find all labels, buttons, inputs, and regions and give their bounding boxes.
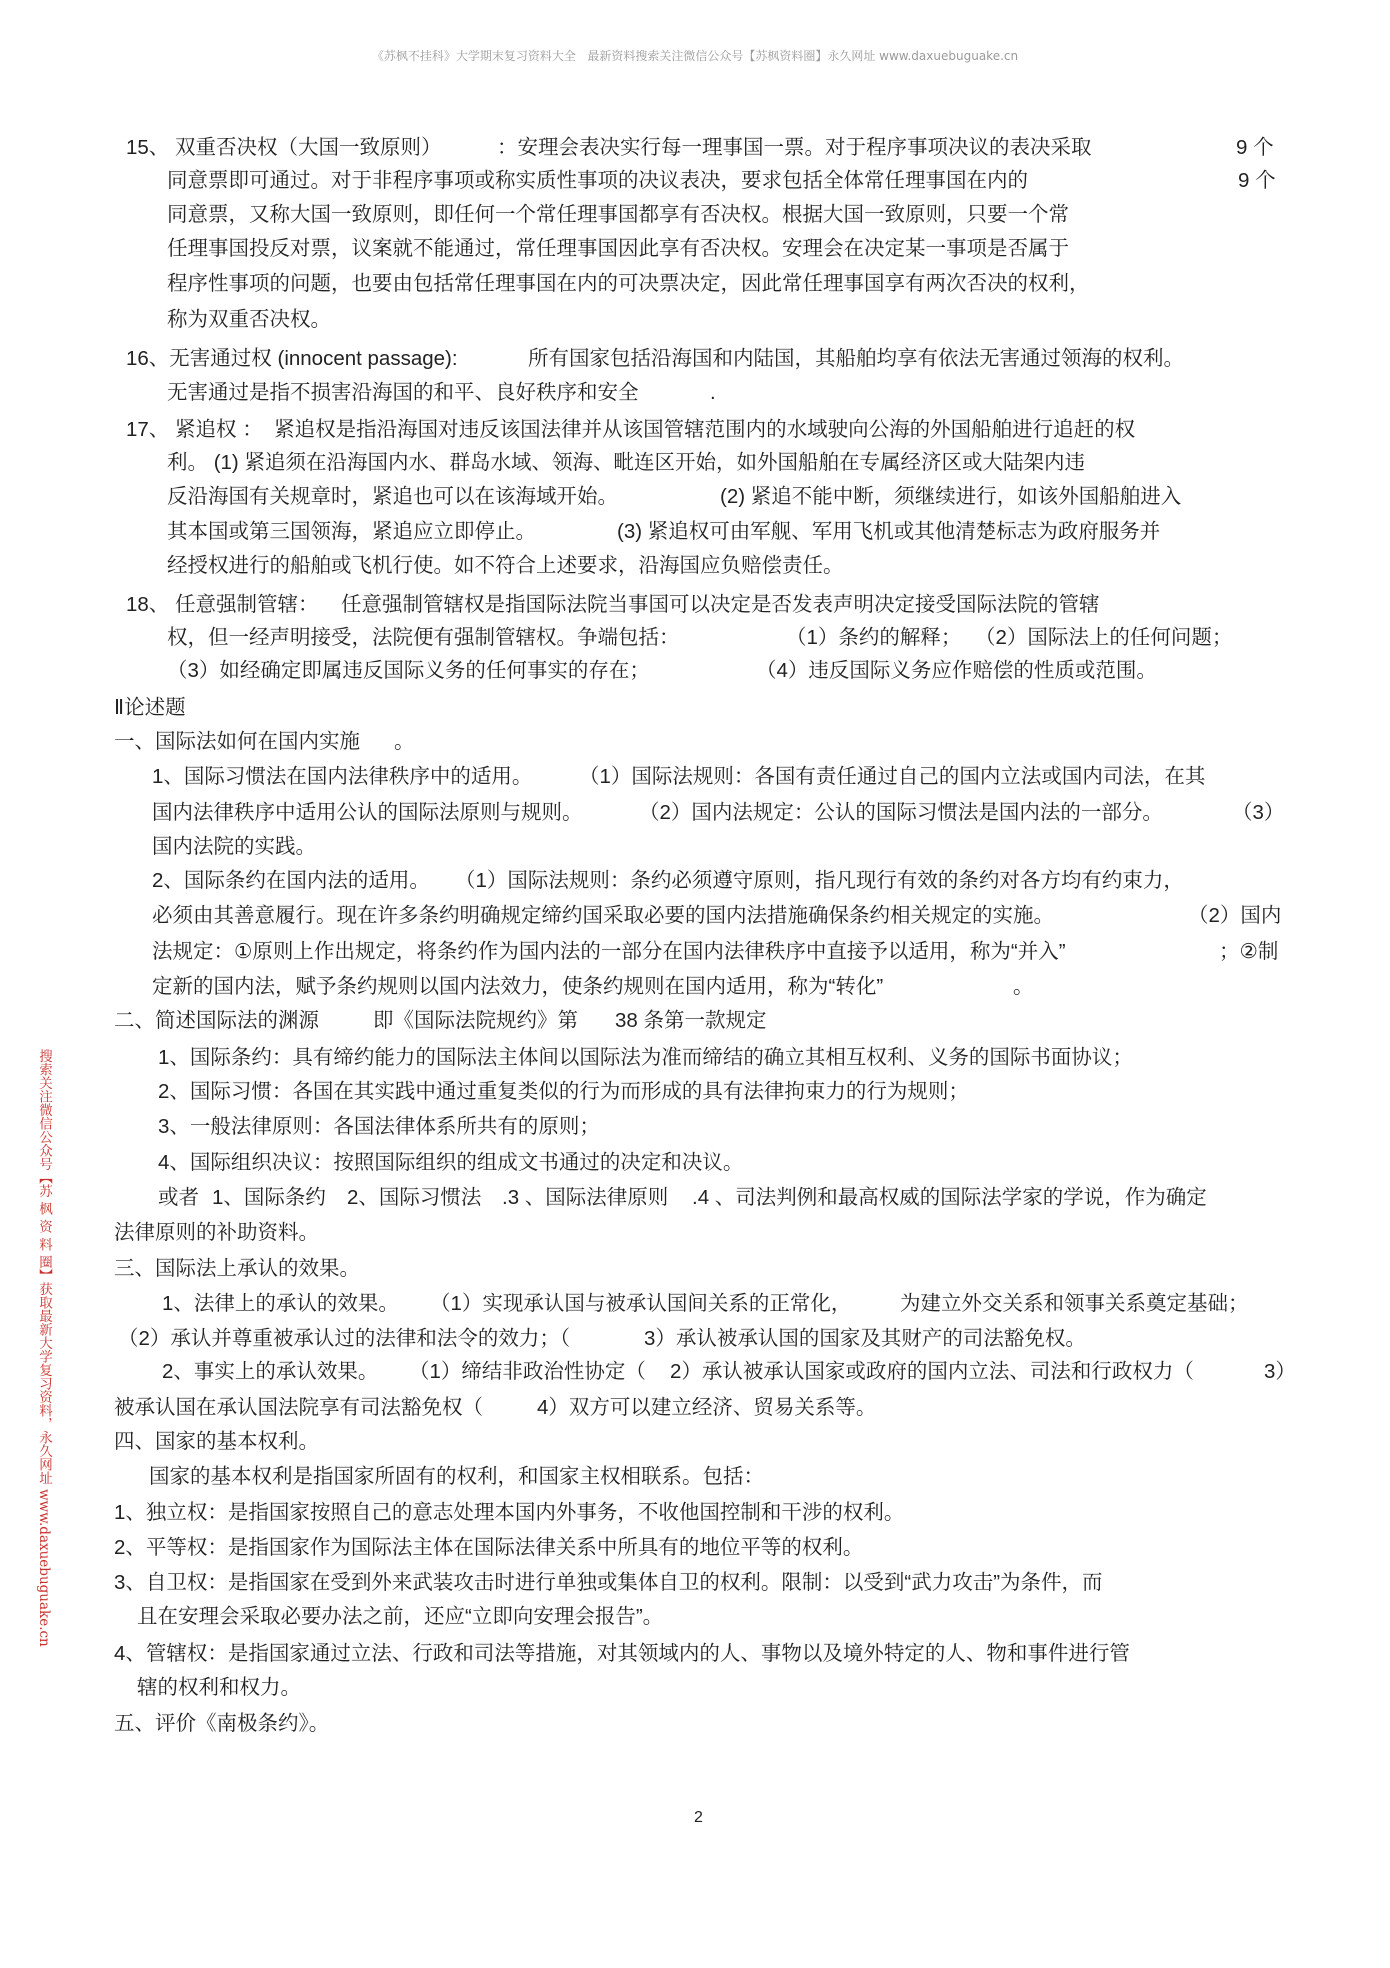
essay-4-text: 1、独立权：是指国家按照自己的意志处理本国内外事务，不收他国控制和干涉的权利。 [114,1501,905,1524]
essay-2-text: 38 条第一款规定 [615,1009,767,1032]
item-15-line [0,272,1390,296]
essay-4-line [0,1605,1390,1629]
item-17-text: 其本国或第三国领海，紧追应立即停止。 [167,520,536,543]
essay-5-heading: 五、评价《南极条约》。 [114,1712,330,1735]
essay-4-line [0,1501,1390,1525]
essay-1-line [0,765,1390,789]
item-15-text: 9 个 [1236,136,1274,159]
essay-2-heading: 二、简述国际法的渊源 [114,1009,319,1032]
item-18-text: （1）条约的解释； [786,626,962,649]
essay-1-text: 国内法院的实践。 [152,835,316,858]
essay-1-line [0,835,1390,859]
item-17-line [0,520,1390,544]
item-18-text: （3）如经确定即属违反国际义务的任何事实的存在； [167,659,650,682]
item-18-text: 任意强制管辖权是指国际法院当事国可以决定是否发表声明决定接受国际法院的管辖 [341,593,1100,616]
item-16-text: 无害通过是指不损害沿海国的和平、良好秩序和安全 [167,381,639,404]
essay-1-text: （2）国内法规定：公认的国际习惯法是国内法的一部分。 [639,801,1163,824]
essay-4-text: 2、平等权：是指国家作为国际法主体在国际法律关系中所具有的地位平等的权利。 [114,1536,864,1559]
essay-2-text: 法律原则的补助资料。 [114,1221,319,1244]
essay-3-text: （2）承认并尊重被承认过的法律和法令的效力；（ [118,1327,571,1350]
essay-2-line [0,1221,1390,1245]
essay-2-text: .4 、司法判例和最高权威的国际法学家的学说，作为确定 [692,1186,1207,1209]
essay-3-text: 3） [1264,1360,1296,1383]
essay-2-text: 或者 [158,1186,199,1209]
item-15-text: 同意票即可通过。对于非程序事项或称实质性事项的决议表决，要求包括全体常任理事国在内的 [167,169,1028,192]
essay-2-text: 1、国际条约：具有缔约能力的国际法主体间以国际法为准而缔结的确立其相互权利、义务的国际书面协议； [158,1046,1133,1069]
essay-3-text: 3）承认被承认国的国家及其财产的司法豁免权。 [644,1327,1086,1350]
item-17-text: 利。 (1) 紧追须在沿海国内水、群岛水域、领海、毗连区开始，如外国船舶在专属经济区或大陆架内违 [167,451,1085,474]
essay-2-text: 即《国际法院规约》第 [373,1009,578,1032]
essay-4-text: 3、自卫权：是指国家在受到外来武装攻击时进行单独或集体自卫的权利。限制：以受到“武力攻击”为条件，而 [114,1571,1103,1594]
header-watermark: 《苏枫不挂科》大学期末复习资料大全 最新资料搜索关注微信公众号【苏枫资料圈】永久网址 www.daxuebuguake.cn [371,49,1019,63]
essay-1-text: ；②制 [1219,940,1279,963]
essay-2-text: 2、国际习惯：各国在其实践中通过重复类似的行为而形成的具有法律拘束力的行为规则； [158,1080,969,1103]
item-17-title: 17、 紧追权 ： 紧追权是指沿海国对违反该国法律并从该国管辖范围内的水域驶向公海的外国船舶进行追赶的权 [126,418,1136,441]
item-16-text: . [710,381,716,404]
item-15-text: 同意票，又称大国一致原则，即任何一个常任理事国都享有否决权。根据大国一致原则，只要一个常 [167,203,1069,226]
essay-2-text: .3 、国际法律原则 [502,1186,669,1209]
essay-3-line [0,1396,1390,1420]
item-17-line [0,451,1390,475]
essay-3-heading: 三、国际法上承认的效果。 [114,1257,360,1280]
essay-4-line [0,1430,1390,1454]
essay-1-text: （1）国际法规则：各国有责任通过自己的国内立法或国内司法，在其 [579,765,1206,788]
essay-4-text: 且在安理会采取必要办法之前，还应“立即向安理会报告”。 [137,1605,664,1628]
item-15-line [0,136,1390,160]
essay-1-text: 2、国际条约在国内法的适用。 [152,869,430,892]
item-17-text: 经授权进行的船舶或飞机行使。如不符合上述要求，沿海国应负赔偿责任。 [167,554,844,577]
essay-3-text: （1）缔结非政治性协定（ [409,1360,646,1383]
item-15-text: 任理事国投反对票，议案就不能通过，常任理事国因此享有否决权。安理会在决定某一事项是否属于 [167,237,1069,260]
essay-3-line [0,1360,1390,1384]
item-18-title: 18、 任意强制管辖： [126,593,319,616]
item-15-line [0,169,1390,193]
essay-section-title: Ⅱ论述题 [114,696,186,719]
essay-2-line [0,1080,1390,1104]
essay-3-line [0,1292,1390,1316]
item-18-text: 权，但一经声明接受，法院便有强制管辖权。争端包括： [167,626,680,649]
item-15-line [0,203,1390,227]
essay-1-text: 定新的国内法，赋予条约规则以国内法效力，使条约规则在国内适用，称为“转化” [152,975,884,998]
essay-5-line [0,1712,1390,1736]
item-17-line [0,485,1390,509]
item-16-text: 所有国家包括沿海国和内陆国，其船舶均享有依法无害通过领海的权利。 [528,347,1184,370]
essay-4-heading: 四、国家的基本权利。 [114,1430,319,1453]
item-18-line [0,593,1390,617]
item-15-text: 9 个 [1238,169,1276,192]
essay-2-text: 3、一般法律原则：各国法律体系所共有的原则； [158,1115,600,1138]
essay-1-text: 1、国际习惯法在国内法律秩序中的适用。 [152,765,533,788]
essay-1-heading: 一、国际法如何在国内实施 [114,730,360,753]
item-15-line [0,308,1390,332]
essay-1-line [0,869,1390,893]
essay-1-text: （3） [1232,801,1285,824]
essay-1-text: 必须由其善意履行。现在许多条约明确规定缔约国采取必要的国内法措施确保条约相关规定的实施。 [152,904,1054,927]
essay-4-text: 国家的基本权利是指国家所固有的权利，和国家主权相联系。包括： [149,1465,764,1488]
essay-3-text: 4）双方可以建立经济、贸易关系等。 [537,1396,877,1419]
item-15-text: 称为双重否决权。 [167,308,331,331]
essay-4-line [0,1676,1390,1700]
essay-1-text: （2）国内 [1188,904,1282,927]
essay-2-line [0,1046,1390,1070]
essay-3-text: 1、法律上的承认的效果。 [162,1292,399,1315]
item-15-text: ：安理会表决实行每一理事国一票。对于程序事项决议的表决采取 [497,136,1092,159]
essay-2-text: 4、国际组织决议：按照国际组织的组成文书通过的决定和决议。 [158,1151,744,1174]
side-watermark-note: 搜索关注微信公众号【苏 枫 资 料 圈】获取最新大学复习资料，永久网址 www.daxuebuguake.cn [36,1049,52,1647]
essay-2-line [0,1009,1390,1033]
essay-1-text: 国内法律秩序中适用公认的国际法原则与规则。 [152,801,583,824]
essay-3-text: （1）实现承认国与被承认国间关系的正常化， [430,1292,852,1315]
essay-1-text: 。 [1013,975,1034,998]
essay-4-line [0,1642,1390,1666]
essay-1-line [0,730,1390,754]
essay-1-line [0,940,1390,964]
item-18-text: （4）违反国际义务应作赔偿的性质或范围。 [756,659,1157,682]
item-15-title: 15、 双重否决权（大国一致原则） [126,136,442,159]
item-17-line [0,554,1390,578]
essay-3-text: 2）承认被承认国家或政府的国内立法、司法和行政权力（ [670,1360,1194,1383]
essay-2-line [0,1115,1390,1139]
item-16-line [0,381,1390,405]
item-17-text: 反沿海国有关规章时，紧追也可以在该海域开始。 [167,485,618,508]
essay-3-text: 被承认国在承认国法院享有司法豁免权（ [114,1396,483,1419]
item-15-text: 程序性事项的问题，也要由包括常任理事国在内的可决票决定，因此常任理事国享有两次否决的权利， [167,272,1090,295]
essay-4-text: 辖的权利和权力。 [137,1676,301,1699]
essay-1-line [0,801,1390,825]
essay-4-line [0,1536,1390,1560]
item-18-text: （2）国际法上的任何问题； [975,626,1233,649]
item-18-line [0,626,1390,650]
essay-2-line [0,1151,1390,1175]
essay-1-text: （1）国际法规则：条约必须遵守原则，指凡现行有效的条约对各方均有约束力， [455,869,1184,892]
essay-1-text: 。 [394,730,415,753]
essay-1-line [0,904,1390,928]
item-17-line [0,418,1390,442]
essay-3-line [0,1327,1390,1351]
essay-3-text: 为建立外交关系和领事关系奠定基础； [900,1292,1249,1315]
page-number: 2 [694,1809,703,1826]
essay-4-line [0,1465,1390,1489]
item-16-title: 16、无害通过权 (innocent passage): [126,347,458,370]
essay-section-heading [0,696,1390,720]
essay-1-text: 法规定：①原则上作出规定，将条约作为国内法的一部分在国内法律秩序中直接予以适用，称为“并入” [152,940,1066,963]
essay-3-text: 2、事实上的承认效果。 [162,1360,379,1383]
essay-4-line [0,1571,1390,1595]
item-17-text: (2) 紧追不能中断，须继续进行，如该外国船舶进入 [720,485,1182,508]
item-15-line [0,237,1390,261]
essay-2-text: 2、国际习惯法 [347,1186,482,1209]
essay-2-text: 1、国际条约 [212,1186,326,1209]
essay-3-line [0,1257,1390,1281]
item-16-line [0,347,1390,371]
item-17-text: (3) 紧追权可由军舰、军用飞机或其他清楚标志为政府服务并 [617,520,1161,543]
item-18-line [0,659,1390,683]
essay-2-line [0,1186,1390,1210]
essay-4-text: 4、管辖权：是指国家通过立法、行政和司法等措施，对其领域内的人、事物以及境外特定的人、物和事件进行管 [114,1642,1130,1665]
essay-1-line [0,975,1390,999]
